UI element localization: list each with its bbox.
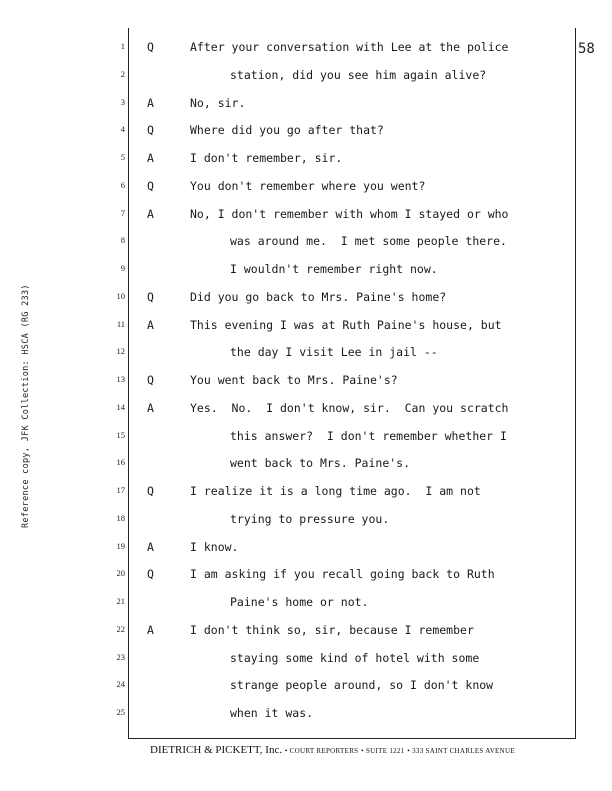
transcript-line-text: Where did you go after that? <box>190 123 384 138</box>
footer-separator: • <box>361 747 364 755</box>
line-number: 12 <box>116 346 125 357</box>
transcript-line-text: This evening I was at Ruth Paine's house, but <box>190 317 502 332</box>
footer <box>150 744 570 756</box>
speaker-label: A <box>147 622 154 637</box>
transcript-line-text: when it was. <box>230 706 314 720</box>
line-number: 20 <box>116 568 125 579</box>
speaker-label: Q <box>147 289 154 304</box>
transcript-line-text: You went back to Mrs. Paine's? <box>190 373 398 387</box>
transcript-line-text: was around me. I met some people there. <box>230 234 507 249</box>
line-number: 3 <box>120 96 125 107</box>
line-number: 2 <box>120 68 125 79</box>
transcript-line-text: went back to Mrs. Paine's. <box>230 456 411 471</box>
speaker-label: Q <box>147 40 154 54</box>
line-number: 17 <box>116 485 125 495</box>
transcript-line-text: No, I don't remember with whom I stayed or who <box>190 206 509 221</box>
line-number: 6 <box>120 179 125 190</box>
footer-address: 333 SAINT CHARLES AVENUE <box>412 747 515 755</box>
page-number: 58 <box>578 41 595 57</box>
speaker-label: A <box>147 95 154 110</box>
speaker-label: Q <box>147 567 154 582</box>
line-number: 16 <box>116 457 125 468</box>
transcript-line-text: I don't remember, sir. <box>190 151 343 165</box>
footer-suite: SUITE 1221 <box>365 747 405 755</box>
line-number: 21 <box>116 596 125 606</box>
footer-separator: • <box>284 747 288 755</box>
archive-stamp: Reference copy, JFK Collection: HSCA (RG 233) <box>21 284 31 528</box>
transcript-line-text: I don't think so, sir, because I remember <box>190 622 474 637</box>
line-number: 25 <box>116 707 125 717</box>
transcript-line-text: After your conversation with Lee at the police <box>190 40 509 54</box>
line-number: 23 <box>116 651 125 662</box>
speaker-label: A <box>147 317 154 332</box>
transcript-line-text: station, did you see him again alive? <box>230 67 487 82</box>
line-number: 9 <box>120 263 125 273</box>
line-number: 11 <box>116 318 125 329</box>
transcript-line-text: the day I visit Lee in jail -- <box>230 345 438 360</box>
transcript-line-text: I know. <box>190 539 239 554</box>
transcript-line-text: Yes. No. I don't know, sir. Can you scratch <box>190 400 509 415</box>
footer-reporters: COURT REPORTERS <box>289 747 359 755</box>
transcript-line-text: trying to pressure you. <box>230 511 390 526</box>
line-number: 8 <box>120 235 125 246</box>
line-number: 24 <box>116 679 125 690</box>
transcript-line-text: staying some kind of hotel with some <box>230 650 480 665</box>
line-number: 13 <box>116 374 125 384</box>
transcript-line-text: Paine's home or not. <box>230 595 369 609</box>
transcript-line-text: You don't remember where you went? <box>190 178 426 193</box>
speaker-label: A <box>147 400 154 415</box>
line-number: 19 <box>116 540 125 551</box>
speaker-label: Q <box>147 123 154 138</box>
transcript-line-text: I wouldn't remember right now. <box>230 262 438 276</box>
speaker-label: A <box>147 206 154 221</box>
line-number: 7 <box>120 207 125 218</box>
line-number: 14 <box>116 401 125 412</box>
transcript-line-text: this answer? I don't remember whether I <box>230 428 507 443</box>
footer-firm: DIETRICH & PICKETT, Inc. <box>150 744 283 756</box>
line-number: 1 <box>120 41 125 51</box>
line-number: 5 <box>120 152 125 162</box>
transcript-line-text: I am asking if you recall going back to Ruth <box>190 567 495 582</box>
transcript-line-text: strange people around, so I don't know <box>230 678 494 693</box>
line-number: 18 <box>116 512 125 523</box>
speaker-label: Q <box>147 178 154 193</box>
transcript-line-text: No, sir. <box>190 95 246 110</box>
transcript-line-text: I realize it is a long time ago. I am not <box>190 484 481 498</box>
speaker-label: A <box>147 539 154 554</box>
line-number: 4 <box>120 124 125 135</box>
speaker-label: Q <box>147 484 154 498</box>
speaker-label: Q <box>147 373 154 387</box>
line-number: 10 <box>116 290 125 301</box>
footer-separator: • <box>407 747 411 755</box>
transcript-line-text: Did you go back to Mrs. Paine's home? <box>190 289 447 304</box>
line-number: 22 <box>116 623 125 634</box>
speaker-label: A <box>147 151 154 165</box>
line-number: 15 <box>116 429 125 440</box>
